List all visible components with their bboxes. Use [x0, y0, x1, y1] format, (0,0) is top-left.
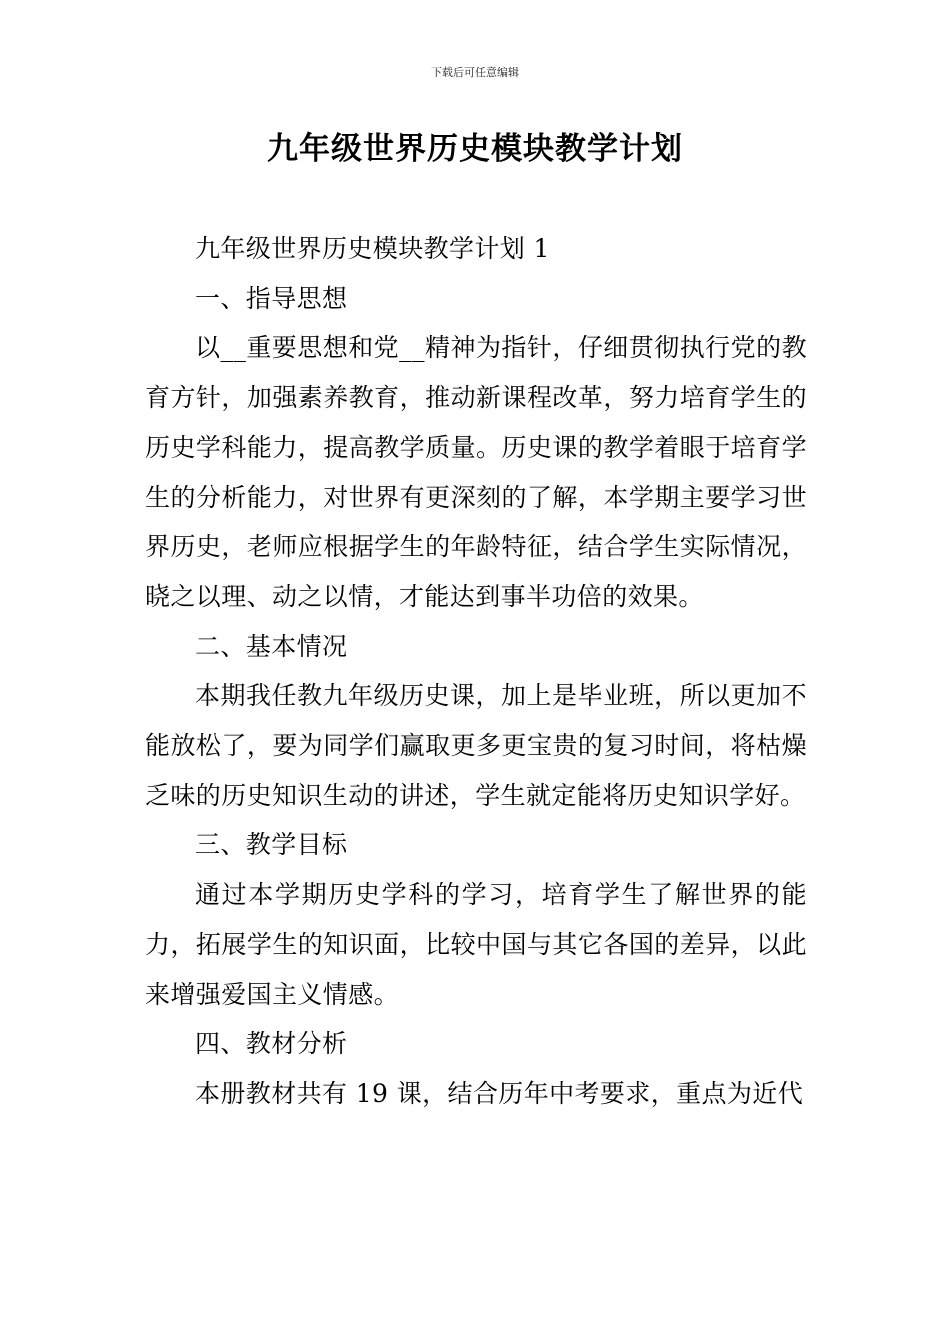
document-body	[145, 224, 807, 1119]
section-heading: 一、指导思想	[195, 283, 348, 313]
document-title: 九年级世界历史模块教学计划	[267, 131, 683, 167]
section-heading: 三、教学目标	[195, 830, 348, 860]
document-subtitle: 九年级世界历史模块教学计划 1	[195, 234, 550, 263]
section-paragraph: 本册教材共有 19 课，结合历年中考要求，重点为近代	[195, 1078, 804, 1108]
section-paragraph: 以__重要思想和党__精神为指针，仔细贯彻执行党的教育方针，加强素养教育，推动新课程改革，努力培育学生的历史学科能力，提高教学质量。历史课的教学着眼于培育学生的分析能力，对世界有更深刻的了解，本学期主要学习世界历史，老师应根据学生的年龄特征，结合学生实际情况，晓之以理、动之以情，才能达到事半功倍的效果。	[145, 333, 807, 611]
section-heading: 四、教材分析	[195, 1029, 348, 1059]
section-paragraph: 通过本学期历史学科的学习，培育学生了解世界的能力，拓展学生的知识面，比较中国与其它各国的差异，以此来增强爱国主义情感。	[145, 880, 807, 1009]
section-heading: 二、基本情况	[195, 631, 348, 661]
header-note: 下载后可任意编辑	[431, 66, 519, 79]
section-paragraph: 本期我任教九年级历史课，加上是毕业班，所以更加不能放松了，要为同学们赢取更多更宝贵的复习时间，将枯燥乏味的历史知识生动的讲述，学生就定能将历史知识学好。	[145, 681, 807, 810]
